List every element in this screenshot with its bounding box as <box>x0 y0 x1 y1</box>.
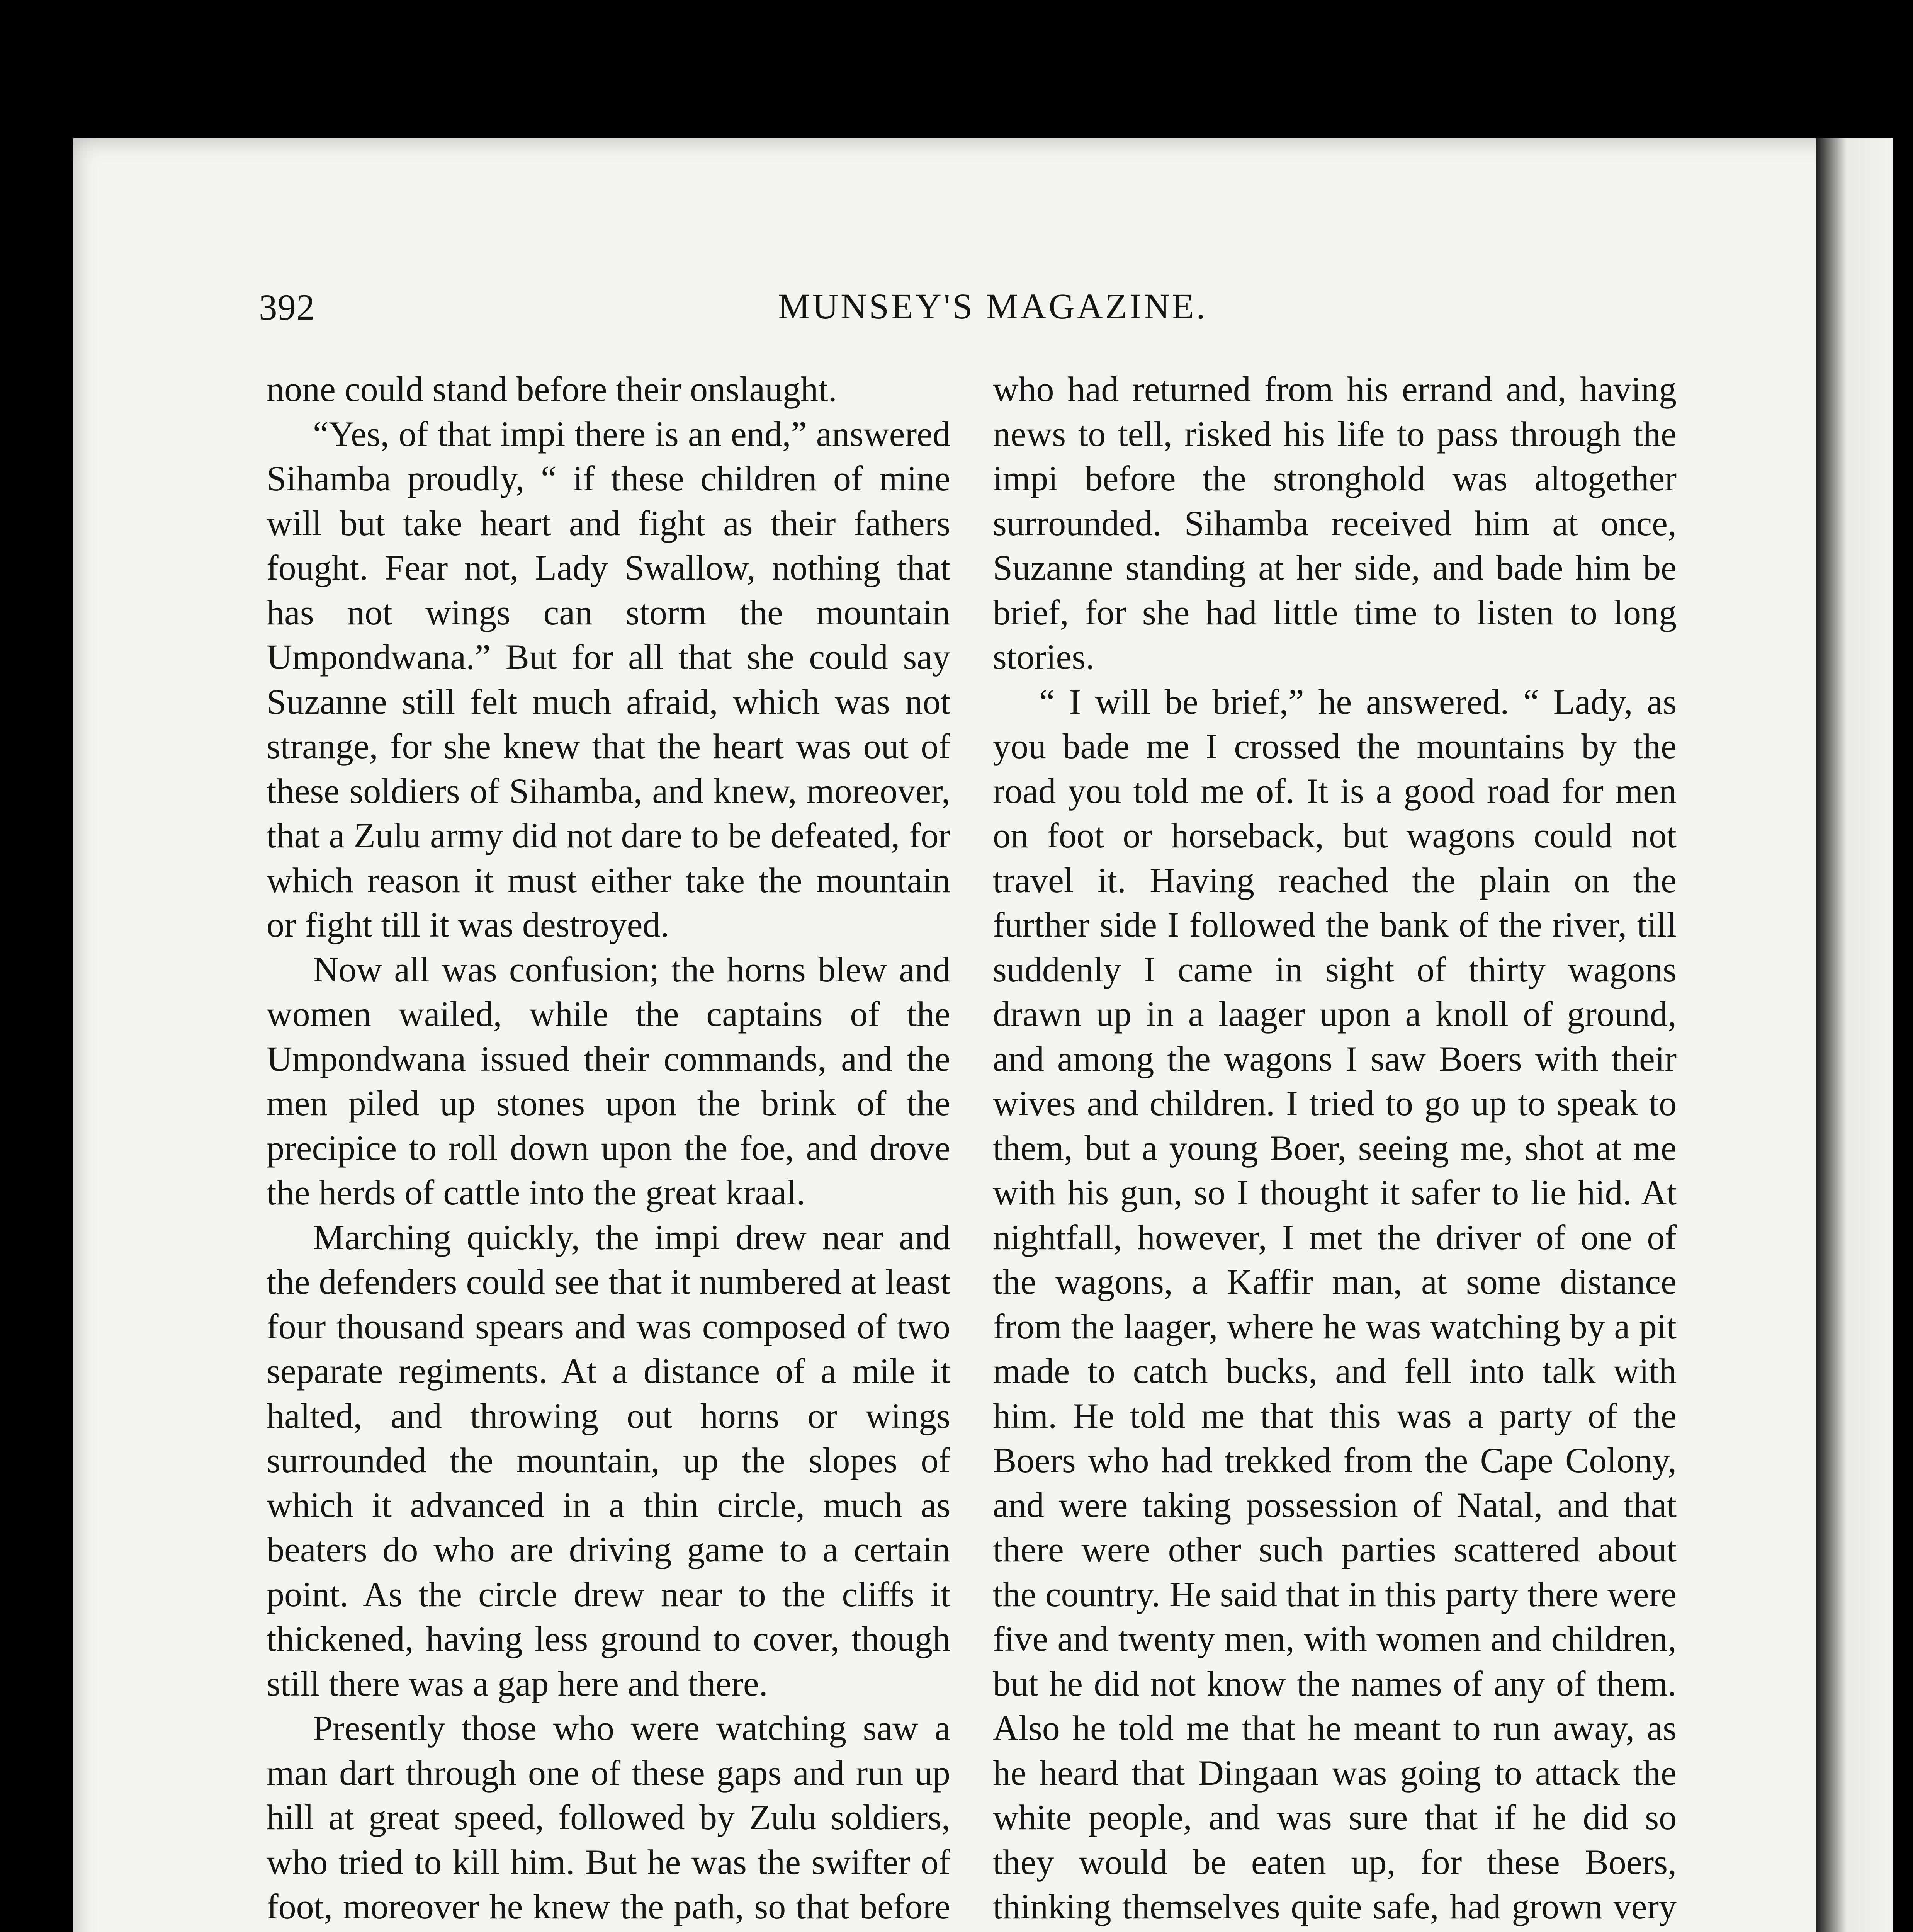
paragraph: Now all was confusion; the horns blew and women wailed, while the captains of the Umpondwana issued their commands, and the men piled up stones upon the brink of the precipice to roll down upon the foe, and drove the herds of cattle into the great kraal. <box>267 949 950 1212</box>
left-text-column <box>267 367 950 1932</box>
magazine-title: MUNSEY'S MAGAZINE. <box>778 287 1208 327</box>
right-text-column <box>993 367 1677 1932</box>
paragraph: none could stand before their onslaught. <box>267 369 837 409</box>
paragraph: “ I will be brief,” he answered. “ Lady, as you bade me I crossed the mountains by the road you told me of. It is a good road for men on foot or horseback, but wagons could not travel it. Having reached the plain on the further side I followed the bank of the river, till suddenly I came in sight of thirty wagons drawn up in a laager upon a knoll of ground, and among the wagons I saw Boers with their wives and children. I tried to go up to speak to them, but a young Boer, seeing me, shot at me with his gun, so I thought it safer to lie hid. At nightfall, however, I met the driver of one of the wagons, a Kaffir man, at some distance from the laager, where he was watching by a pit made to catch bucks, and fell into talk with him. He told me that this was a party of the Boers who had trekked from the Cape Colony, and were taking possession of Natal, and that there were other such parties scattered about the country. He said that in this party there were five and twenty men, with women and children, but he did not know the names of any of them. Also he told me that he meant to run away, as he heard that Dingaan was going to attack the white people, and was sure that if he did so they would be eaten up, for these Boers, thinking themselves quite safe, had grown very <box>993 682 1677 1926</box>
paragraph: Presently those who were watching saw a man dart through one of these gaps and run up hill at great speed, followed by Zulu soldiers, who tried to kill him. But he was the swifter of foot, moreover he knew the path, so that before <box>267 1708 950 1926</box>
paragraph: Marching quickly, the impi drew near and the defenders could see that it numbered at least four thousand spears and was composed of two separate regiments. At a distance of a mile it halted, and throwing out horns or wings surrounded the mountain, up the slopes of which it advanced in a thin circle, much as beaters do who are driving game to a certain point. As the circle drew near to the cliffs it thickened, having less ground to cover, though still there was a gap here and there. <box>267 1217 950 1703</box>
page-number: 392 <box>259 287 315 328</box>
paragraph: who had returned from his errand and, having news to tell, risked his life to pass through the impi before the stronghold was altogether surrounded. Sihamba received him at once, Suzanne standing at her side, and bade him be brief, for she had little time to listen to long stories. <box>993 369 1677 677</box>
paragraph: “Yes, of that impi there is an end,” answered Sihamba proudly, “ if these children of mine will but take heart and fight as their fathers fought. Fear not, Lady Swallow, nothing that has not wings can storm the mountain Umpondwana.” But for all that she could say Suzanne still felt much afraid, which was not strange, for she knew that the heart was out of these soldiers of Sihamba, and knew, moreover, that a Zulu army did not dare to be defeated, for which reason it must either take the mountain or fight till it was destroyed. <box>267 414 950 944</box>
adjacent-page-edge <box>1816 138 1893 1932</box>
running-head <box>259 286 1727 340</box>
